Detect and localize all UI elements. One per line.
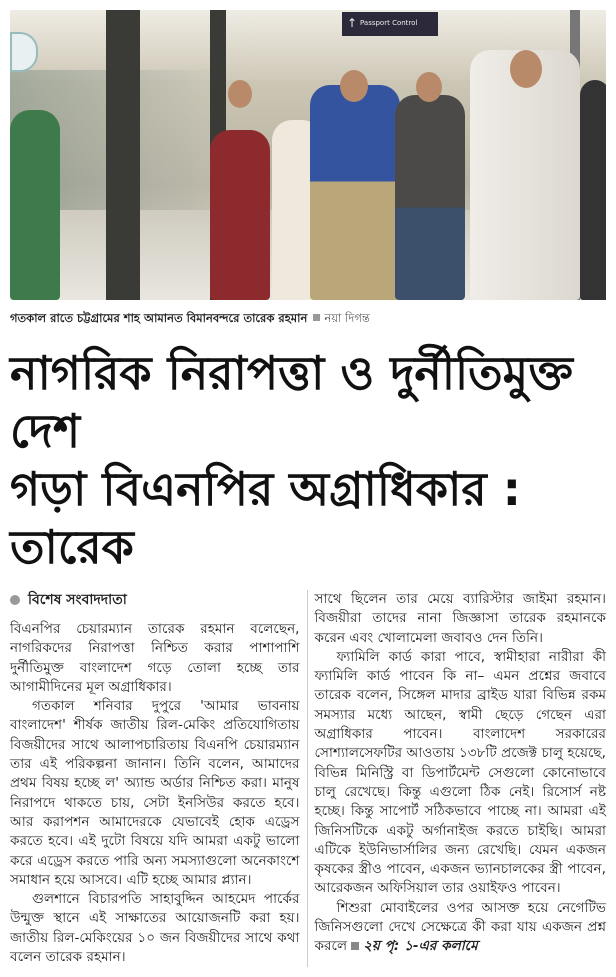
sign-text: Passport Control: [360, 19, 418, 27]
byline: [10, 590, 300, 610]
paragraph-last: [315, 899, 607, 957]
photo-credit: নয়া দিগন্ত: [324, 311, 370, 325]
paragraph-text: শিশুরা মোবাইলের ওপর আসক্ত হয়ে নেগেটিভ জিনিসগুলো দেখে সেক্ষেত্রে কী করা যায় একজন প্রশ্ন করলে: [314, 899, 606, 955]
up-arrow-icon: ↑: [347, 16, 358, 30]
headline-line-1: নাগরিক নিরাপত্তা ও দুর্নীতিমুক্ত দেশ: [10, 346, 573, 458]
continuation-note[interactable]: [347, 938, 478, 954]
paragraph: গুলশানে বিচারপতি সাহাবুদ্দিন আহমেদ পার্কের উন্মুক্ত স্থানে এই সাক্ষাতের আয়োজনটি করা হয়। জাতীয় রিল-মেকিংয়ের ১০ জন বিজয়ীদের সাথে কথা বলেন তারেক রহমান।: [10, 891, 300, 966]
article-column-right: [315, 590, 607, 957]
head: [416, 72, 442, 102]
person-center: [310, 85, 400, 300]
head: [228, 80, 252, 108]
continuation-text: ২য় পৃ: ১-এর কলামে: [363, 938, 478, 955]
paragraph: সাথে ছিলেন তার মেয়ে ব্যারিস্টার জাইমা রহমান। বিজয়ীরা তাদের নানা জিজ্ঞাসা তারেক রহমানকে করেন এবং খোলামেলা জবাবও দেন তিনি।: [314, 591, 606, 646]
head: [510, 50, 542, 88]
headline: [10, 344, 606, 576]
headline-line-2: গড়া বিএনপির অগ্রাধিকার : তারেক: [10, 462, 522, 574]
square-bullet-icon: [351, 942, 359, 950]
byline-text: বিশেষ সংবাদদাতা: [28, 592, 127, 608]
person: [395, 95, 465, 300]
person: [10, 110, 60, 300]
caption-text: গতকাল রাতে চট্টগ্রামের শাহ আমানত বিমানবন্দরে তারেক রহমান: [10, 311, 308, 325]
bullet-dot-icon: [10, 595, 20, 605]
pillar: [106, 10, 140, 300]
photo-caption: [10, 310, 606, 326]
square-bullet-icon: [313, 314, 320, 321]
person: [210, 130, 270, 300]
passport-control-sign: [342, 12, 438, 36]
person: [580, 80, 606, 300]
paragraph: বিএনপির চেয়ারম্যান তারেক রহমান বলেছেন, নাগরিকদের নিরাপত্তা নিশ্চিত করার পাশাপাশি দুর্নীতিমুক্ত বাংলাদেশ গড়ে তোলা হচ্ছে তার আগামীদিনের মূল অগ্রাধিকার।: [10, 621, 300, 695]
article-body: [10, 590, 606, 967]
article-column-left: [10, 590, 300, 967]
head: [340, 70, 368, 102]
paragraph: গতকাল শনিবার দুপুরে 'আমার ভাবনায় বাংলাদেশ' শীর্ষক জাতীয় রিল-মেকিং প্রতিযোগিতায় বিজয়ীদের সাথে আলাপচারিতায় বিএনপি চেয়ারম্যান তার এই পরিকল্পনা জানান। তিনি বলেন, আমাদের প্রথম বিষয় হচ্ছে ল' অ্যান্ড অর্ডার নিশ্চিত করা। মানুষ নিরাপদে থাকতে চায়, সেটা ইনসিউর করতে হবে। আর করাপশন আমাদেরকে যেভাবেই হোক এড্রেস করতে হবে। এই দুটো বিষয়ে যদি আমরা একটু ভালো করে এড্রেস করতে পারি অন্য সমস্যাগুলো অনেকাংশে সমাধান হয়ে আসবে। এটি হচ্ছে আমার প্ল্যান।: [10, 698, 300, 888]
news-photo: [10, 10, 606, 300]
column-divider: [307, 590, 308, 967]
paragraph: ফ্যামিলি কার্ড কারা পাবে, স্বামীহারা নারীরা কী ফ্যামিলি কার্ড পাবেন কি না– এমন প্রশ্নের জবাবে তারেক বলেন, সিঙ্গেল মাদার ব্রাইড যারা বিভিন্ন রকম সমস্যার মধ্যে আছেন, স্বামী ছেড়ে গেছেন এরা অগ্রাধিকার পাবেন। বাংলাদেশ সরকারের সোশ্যালসেফটির আওতায় ১৩৮টি প্রজেক্ট চালু হয়েছে, বিভিন্ন মিনিস্ট্রি বা ডিপার্টমেন্ট সেগুলো কোনোভাবে চালু রেখেছে। কিন্তু এগুলো ঠিক নেই। রিসোর্স নষ্ট হচ্ছে। কিন্তু সাপোর্ট সঠিকভাবে পাচ্ছে না। আমরা এই জিনিসটিকে একটু অর্গানাইজ করতে চাইছি। আমরা এটিকে ইউনিভার্সালির জন্য রেখেছি। যেমন একজন কৃষকের স্ত্রীও পাবেন, একজন ভ্যানচালকের স্ত্রী পাবেন, আরেকজন অফিসিয়াল তার ওয়াইফও পাবেন।: [314, 648, 606, 897]
